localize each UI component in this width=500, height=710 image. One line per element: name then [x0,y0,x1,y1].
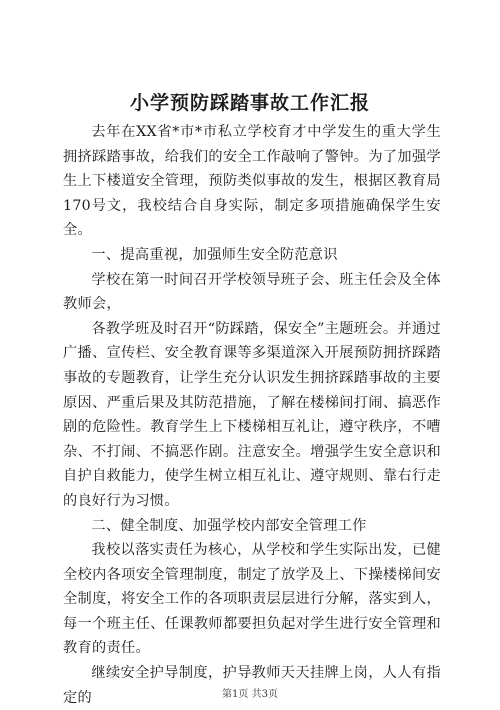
body-paragraph: 各教学班及时召开“防踩踏，保安全”主题班会。并通过广播、宣传栏、安全教育课等多渠道深入开展预防拥挤踩踏事故的专题教育，让学生充分认识发生拥挤踩踏事故的主要原因、严重后果及其防范措施，了解在楼梯间打闹、搞恶作剧的危险性。教育学生上下楼梯相互礼让，遵守秩序，不嘈杂、不打闹、不搞恶作剧。注意安全。增强学生安全意识和自护自救能力，使学生树立相互礼让、遵守规则、靠右行走的良好行为习惯。 [63,320,441,509]
intro-paragraph: 去年在XX省*市*市私立学校育才中学发生的重大学生拥挤踩踏事故，给我们的安全工作敲响了警钟。为了加强学生上下楼道安全管理，预防类似事故的发生，根据区教育局170号文，我校结合自身实际，制定多项措施确保学生安全。 [63,124,441,239]
document-body [63,120,441,710]
section-heading-1: 一、提高重视，加强师生安全防范意识 [91,246,338,263]
body-paragraph: 继续安全护导制度，护导教师天天挂牌上岗，人人有指定的 [63,665,441,706]
body-paragraph: 学校在第一时间召开学校领导班子会、班主任会及全体教师会， [63,271,441,313]
body-paragraph: 我校以落实责任为核心，从学校和学生实际出发，已健全校内各项安全管理制度，制定了放学及上、下操楼梯间安全制度，将安全工作的各项职责层层进行分解，落实到人，每一个班主任、任课教师都要担负起对学生进行安全管理和教育的责任。 [63,542,441,657]
page-footer: 第1页 共3页 [222,689,278,700]
section-heading-2: 二、健全制度、加强学校内部安全管理工作 [91,517,367,534]
document-title: 小学预防踩踏事故工作汇报 [129,92,370,114]
